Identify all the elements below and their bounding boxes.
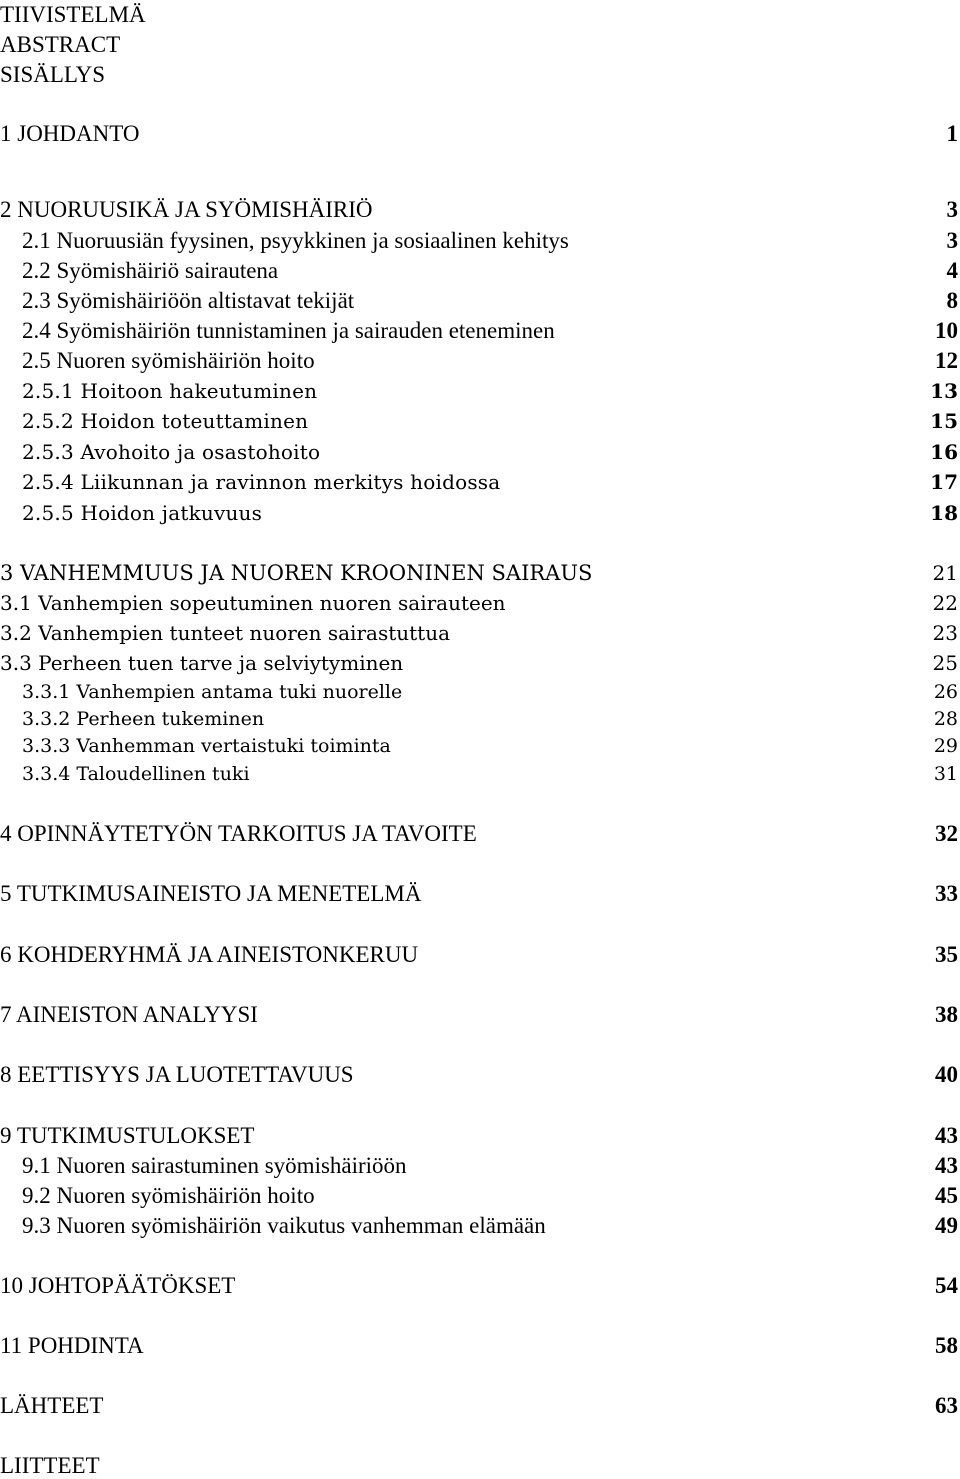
- toc-entry-page: 22: [932, 591, 958, 615]
- toc-entry-title: TIIVISTELMÄ: [0, 2, 146, 27]
- toc-entry-2-5-5: [0, 501, 958, 525]
- toc-entry-2-4: [0, 318, 958, 344]
- toc-entry-page: 15: [930, 409, 958, 433]
- toc-entry-title: 3 VANHEMMUUS JA NUOREN KROONINEN SAIRAUS: [0, 561, 593, 585]
- toc-entry-page: 54: [935, 1273, 958, 1298]
- toc-entry-page: 4: [946, 258, 958, 283]
- toc-entry-page: 33: [935, 881, 958, 906]
- toc-entry-title: 3.3.2 Perheen tukeminen: [22, 708, 265, 730]
- toc-entry-title: 2.5.4 Liikunnan ja ravinnon merkitys hoidossa: [22, 470, 501, 494]
- toc-entry-3-1: [0, 591, 958, 615]
- toc-entry-3-3-1: [0, 681, 958, 703]
- toc-entry-page: 23: [932, 621, 958, 645]
- toc-entry-chapter-4: [0, 821, 958, 847]
- toc-entry-title: 9.2 Nuoren syömishäiriön hoito: [22, 1183, 315, 1208]
- toc-entry-chapter-7: [0, 1002, 958, 1028]
- toc-entry-title: 9.3 Nuoren syömishäiriön vaikutus vanhemman elämään: [22, 1213, 546, 1238]
- toc-entry-2-3: [0, 288, 958, 314]
- toc-entry-3-3-2: [0, 708, 958, 730]
- toc-entry-title: 10 JOHTOPÄÄTÖKSET: [0, 1273, 236, 1298]
- toc-entry-page: 17: [930, 470, 958, 494]
- toc-entry-page: 3: [946, 197, 958, 222]
- toc-entry-2-5-1: [0, 379, 958, 403]
- toc-entry-title: LÄHTEET: [0, 1393, 104, 1418]
- toc-entry-chapter-3: [0, 561, 958, 585]
- toc-entry-chapter-1: [0, 121, 958, 147]
- toc-entry-title: 2.4 Syömishäiriön tunnistaminen ja sairauden eteneminen: [22, 318, 555, 343]
- toc-entry-title: 2.5 Nuoren syömishäiriön hoito: [22, 348, 315, 373]
- toc-entry-title: 9.1 Nuoren sairastuminen syömishäiriöön: [22, 1153, 407, 1178]
- toc-entry-page: 32: [935, 821, 958, 846]
- toc-entry-title: 2.5.3 Avohoito ja osastohoito: [22, 440, 321, 464]
- toc-entry-page: 21: [932, 561, 958, 585]
- toc-entry-title: 3.3.4 Taloudellinen tuki: [22, 763, 250, 785]
- toc-entry-2-5-2: [0, 409, 958, 433]
- toc-entry-title: 2 NUORUUSIKÄ JA SYÖMISHÄIRIÖ: [0, 197, 373, 222]
- toc-entry-page: 1: [946, 121, 958, 146]
- toc-entry-2-5-3: [0, 440, 958, 464]
- toc-entry-title: 3.3.1 Vanhempien antama tuki nuorelle: [22, 681, 403, 703]
- toc-entry-page: 16: [930, 440, 958, 464]
- toc-entry-title: 2.5.1 Hoitoon hakeutuminen: [22, 379, 318, 403]
- toc-entry-title: 9 TUTKIMUSTULOKSET: [0, 1123, 255, 1148]
- toc-entry-liitteet: [0, 1453, 958, 1479]
- toc-entry-page: 29: [933, 735, 958, 757]
- toc-entry-page: 63: [935, 1393, 958, 1418]
- toc-entry-title: 6 KOHDERYHMÄ JA AINEISTONKERUU: [0, 942, 419, 967]
- toc-entry-page: 31: [933, 763, 958, 785]
- toc-entry-chapter-10: [0, 1273, 958, 1299]
- toc-entry-page: 43: [935, 1123, 958, 1148]
- toc-entry-title: 2.1 Nuoruusiän fyysinen, psyykkinen ja sosiaalinen kehitys: [22, 228, 569, 253]
- toc-entry-3-2: [0, 621, 958, 645]
- toc-entry-page: 49: [935, 1213, 958, 1238]
- toc-entry-2-2: [0, 258, 958, 284]
- toc-entry-page: 58: [935, 1333, 958, 1358]
- toc-entry-chapter-5: [0, 881, 958, 907]
- toc-entry-page: 12: [935, 348, 958, 373]
- toc-entry-abstract: [0, 32, 958, 58]
- toc-entry-9-2: [0, 1183, 958, 1209]
- toc-entry-title: 2.3 Syömishäiriöön altistavat tekijät: [22, 288, 355, 313]
- toc-entry-title: 8 EETTISYYS JA LUOTETTAVUUS: [0, 1062, 354, 1087]
- toc-entry-page: 28: [933, 708, 958, 730]
- toc-entry-title: ABSTRACT: [0, 32, 121, 57]
- toc-entry-lahteet: [0, 1393, 958, 1419]
- toc-entry-9-1: [0, 1153, 958, 1179]
- toc-entry-title: 3.1 Vanhempien sopeutuminen nuoren sairauteen: [0, 591, 506, 615]
- toc-entry-title: 3.3 Perheen tuen tarve ja selviytyminen: [0, 651, 404, 675]
- toc-entry-title: 7 AINEISTON ANALYYSI: [0, 1002, 258, 1027]
- toc-entry-sisallys: [0, 62, 958, 88]
- toc-entry-title: 2.5.2 Hoidon toteuttaminen: [22, 409, 309, 433]
- toc-entry-page: 40: [935, 1062, 958, 1087]
- toc-entry-title: 3.3.3 Vanhemman vertaistuki toiminta: [22, 735, 391, 757]
- toc-entry-page: 26: [933, 681, 958, 703]
- toc-entry-page: 10: [935, 318, 958, 343]
- toc-entry-page: 35: [935, 942, 958, 967]
- toc-entry-title: 3.2 Vanhempien tunteet nuoren sairastuttua: [0, 621, 450, 645]
- toc-entry-title: 11 POHDINTA: [0, 1333, 144, 1358]
- toc-entry-title: 4 OPINNÄYTETYÖN TARKOITUS JA TAVOITE: [0, 821, 477, 846]
- toc-entry-page: 45: [935, 1183, 958, 1208]
- toc-entry-page: 25: [932, 651, 958, 675]
- toc-entry-page: 18: [930, 501, 958, 525]
- toc-entry-tiivistelma: [0, 2, 958, 28]
- toc-entry-chapter-8: [0, 1062, 958, 1088]
- toc-entry-page: 13: [930, 379, 958, 403]
- toc-entry-title: LIITTEET: [0, 1453, 100, 1478]
- toc-entry-2-5: [0, 348, 958, 374]
- toc-entry-title: 5 TUTKIMUSAINEISTO JA MENETELMÄ: [0, 881, 422, 906]
- toc-entry-chapter-2: [0, 197, 958, 223]
- toc-entry-page: 8: [946, 288, 958, 313]
- toc-entry-title: 2.2 Syömishäiriö sairautena: [22, 258, 279, 283]
- toc-entry-title: 1 JOHDANTO: [0, 121, 140, 146]
- toc-entry-page: 3: [946, 228, 958, 253]
- toc-entry-3-3: [0, 651, 958, 675]
- toc-entry-2-1: [0, 228, 958, 254]
- toc-entry-chapter-9: [0, 1123, 958, 1149]
- toc-entry-chapter-11: [0, 1333, 958, 1359]
- toc-entry-title: 2.5.5 Hoidon jatkuvuus: [22, 501, 263, 525]
- toc-entry-3-3-4: [0, 763, 958, 785]
- toc-entry-page: 43: [935, 1153, 958, 1178]
- toc-entry-9-3: [0, 1213, 958, 1239]
- toc-entry-2-5-4: [0, 470, 958, 494]
- toc-entry-title: SISÄLLYS: [0, 62, 106, 87]
- toc-entry-page: 38: [935, 1002, 958, 1027]
- toc-entry-chapter-6: [0, 942, 958, 968]
- toc-entry-3-3-3: [0, 735, 958, 757]
